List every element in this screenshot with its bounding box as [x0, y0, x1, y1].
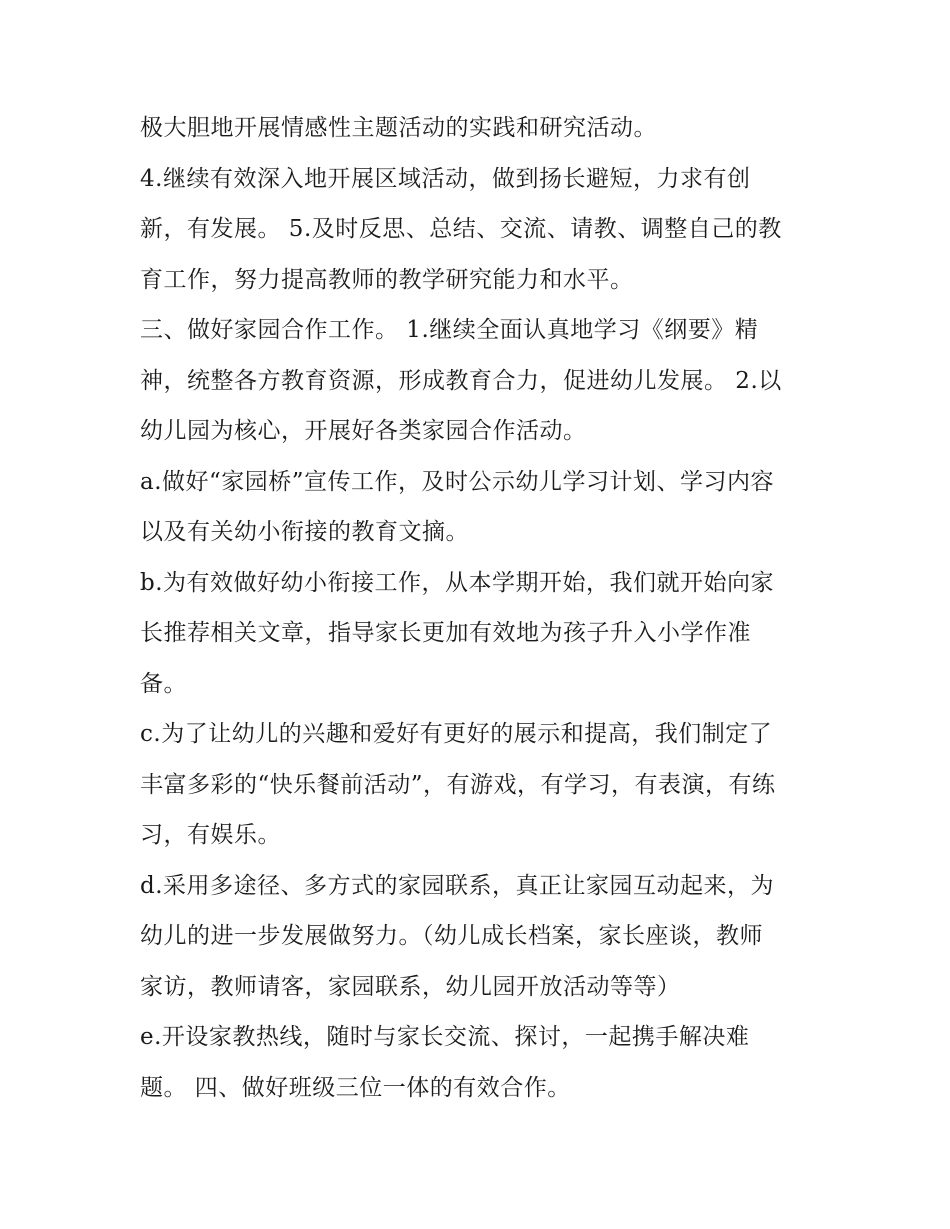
paragraph-8	[140, 1012, 830, 1113]
paragraph-1	[140, 103, 830, 154]
text-line: 神，统整各方教育资源，形成教育合力，促进幼儿发展。 2.以	[140, 367, 782, 394]
paragraph-3	[140, 305, 830, 457]
text-line: 三、做好家园合作工作。 1.继续全面认真地学习《纲要》精	[140, 317, 759, 343]
text-line: 幼儿的进一步发展做努力。（幼儿成长档案，家长座谈，教师	[140, 923, 763, 949]
document-body	[140, 103, 830, 1113]
paragraph-5	[140, 558, 830, 710]
paragraph-4	[140, 457, 830, 558]
text-line: 习，有娱乐。	[140, 822, 281, 848]
text-line: 极大胆地开展情感性主题活动的实践和研究活动。	[140, 115, 657, 141]
text-line: 4.继续有效深入地开展区域活动，做到扬长避短，力求有创	[140, 165, 751, 192]
text-line: b.为有效做好幼小衔接工作，从本学期开始，我们就开始向家	[140, 569, 775, 596]
text-line: 题。 四、做好班级三位一体的有效合作。	[140, 1074, 571, 1101]
text-line: a.做好“家园桥”宣传工作，及时公示幼儿学习计划、学习内容	[140, 468, 775, 495]
text-line: 新，有发展。 5.及时反思、总结、交流、请教、调整自己的教	[140, 216, 782, 242]
text-line: 以及有关幼小衔接的教育文摘。	[140, 519, 469, 545]
text-line: 幼儿园为核心，开展好各类家园合作活动。	[140, 418, 587, 444]
text-line: 家访，教师请客，家园联系，幼儿园开放活动等等）	[140, 973, 681, 1000]
text-line: 丰富多彩的“快乐餐前活动”，有游戏，有学习，有表演，有练	[140, 771, 776, 798]
text-line: 备。	[140, 670, 187, 697]
text-line: 育工作，努力提高教师的教学研究能力和水平。	[140, 266, 634, 293]
paragraph-6	[140, 709, 830, 861]
paragraph-2	[140, 154, 830, 306]
text-line: c.为了让幼儿的兴趣和爱好有更好的展示和提高，我们制定了	[140, 721, 773, 747]
text-line: 长推荐相关文章，指导家长更加有效地为孩子升入小学作准	[140, 620, 751, 646]
text-line: d.采用多途径、多方式的家园联系，真正让家园互动起来，为	[140, 872, 775, 899]
paragraph-7	[140, 861, 830, 1013]
text-line: e.开设家教热线，随时与家长交流、探讨，一起携手解决难	[140, 1024, 750, 1050]
